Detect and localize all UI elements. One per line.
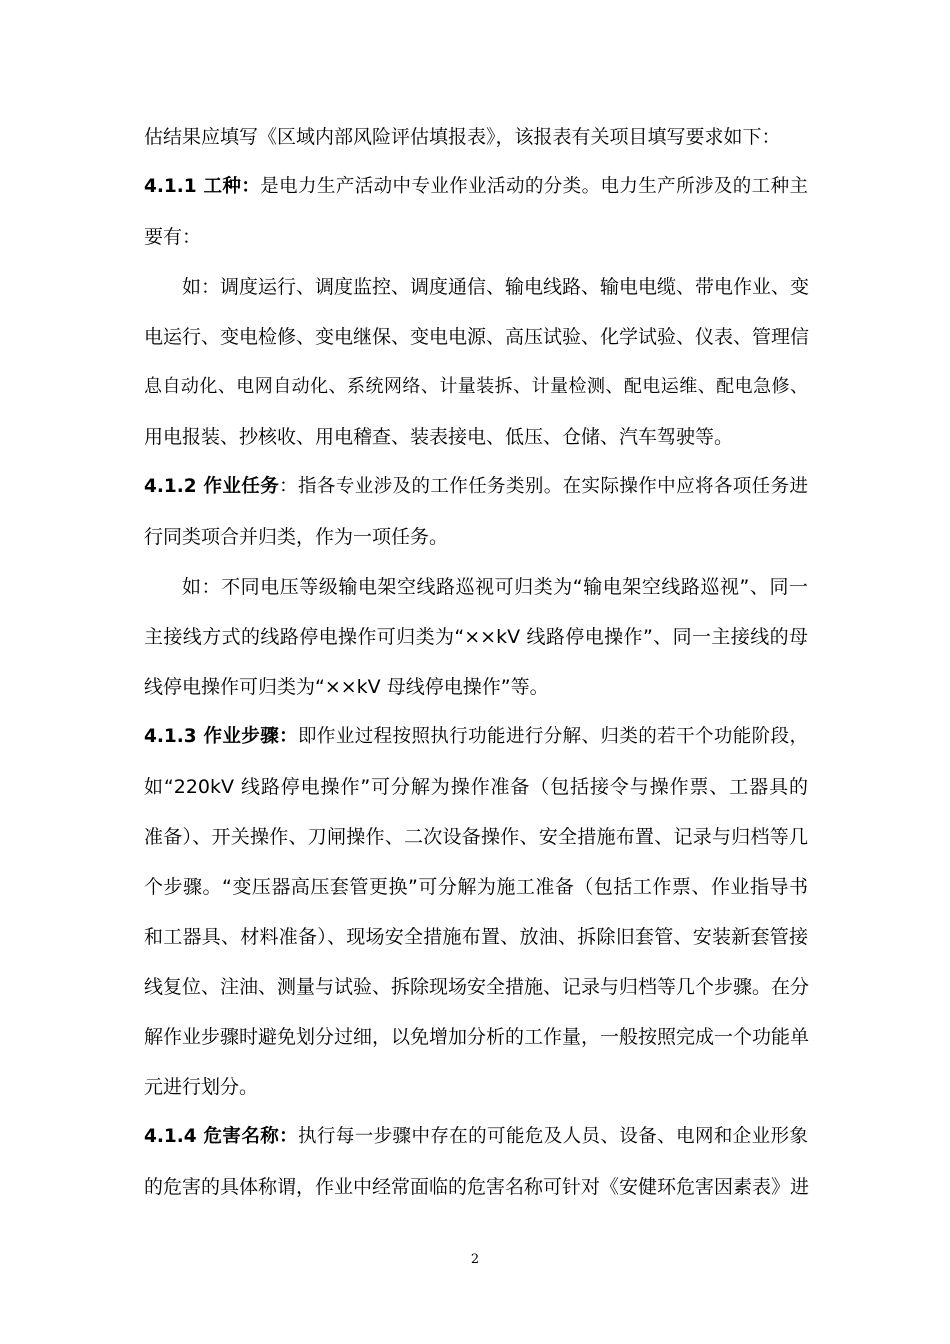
text-line bbox=[144, 1062, 808, 1112]
line-text: 和工器具、材料准备）、现场安全措施布置、放油、拆除旧套管、安装新套管接 bbox=[144, 926, 808, 948]
line-text: 是电力生产活动中专业作业活动的分类。电力生产所涉及的工种主 bbox=[260, 176, 808, 197]
text-line bbox=[144, 662, 808, 712]
section-heading: 4.1.4 危害名称： bbox=[144, 1126, 299, 1147]
line-text: ：指各专业涉及的工作任务类别。在实际操作中应将各项任务进 bbox=[279, 476, 808, 497]
line-text: 要有： bbox=[144, 226, 202, 248]
line-text: 个步骤。“变压器高压套管更换”可分解为施工准备（包括工作票、作业指导书 bbox=[144, 876, 808, 898]
line-text: 的危害的具体称谓，作业中经常面临的危害名称可针对《安健环危害因素表》进 bbox=[144, 1176, 810, 1198]
text-line bbox=[144, 412, 808, 462]
line-text: 准备）、开关操作、刀闸操作、二次设备操作、安全措施布置、记录与归档等几 bbox=[144, 826, 808, 848]
line-text: 解作业步骤时避免划分过细，以免增加分析的工作量，一般按照完成一个功能单 bbox=[144, 1026, 810, 1048]
line-text: 线停电操作可归类为“××kV 母线停电操作”等。 bbox=[144, 676, 549, 698]
text-line bbox=[144, 612, 808, 662]
section-heading-line bbox=[144, 462, 808, 512]
line-text: 电运行、变电检修、变电继保、变电电源、高压试验、化学试验、仪表、管理信 bbox=[144, 326, 810, 348]
line-text: 如：不同电压等级输电架空线路巡视可归类为“输电架空线路巡视”、同一 bbox=[182, 576, 808, 598]
text-line bbox=[144, 912, 808, 962]
text-line bbox=[144, 812, 808, 862]
text-line bbox=[144, 212, 808, 262]
text-line bbox=[144, 1162, 808, 1212]
line-text: 用电报装、抄核收、用电稽查、装表接电、低压、仓储、汽车驾驶等。 bbox=[144, 426, 734, 448]
line-text: 息自动化、电网自动化、系统网络、计量装拆、计量检测、配电运维、配电急修、 bbox=[144, 376, 808, 397]
text-line bbox=[144, 562, 808, 612]
line-text: 如：调度运行、调度监控、调度通信、输电线路、输电电缆、带电作业、变 bbox=[182, 276, 810, 298]
text-line bbox=[144, 362, 808, 412]
text-line bbox=[144, 962, 808, 1012]
section-heading-line bbox=[144, 1112, 808, 1162]
text-line bbox=[144, 512, 808, 562]
text-line bbox=[144, 1012, 808, 1062]
page-number: 2 bbox=[470, 1252, 480, 1267]
line-text: 执行每一步骤中存在的可能危及人员、设备、电网和企业形象 bbox=[298, 1126, 808, 1147]
section-heading: 4.1.3 作业步骤： bbox=[144, 726, 299, 747]
section-heading: 4.1.1 工种： bbox=[144, 176, 261, 197]
document-body bbox=[144, 112, 808, 1212]
text-line bbox=[144, 862, 808, 912]
line-text: 行同类项合并归类，作为一项任务。 bbox=[144, 526, 449, 548]
line-text: 主接线方式的线路停电操作可归类为“××kV 线路停电操作”、同一主接线的母 bbox=[144, 626, 808, 648]
line-text: 元进行划分。 bbox=[144, 1076, 259, 1098]
line-text: 估结果应填写《区域内部风险评估填报表》，该报表有关项目填写要求如下： bbox=[144, 126, 781, 148]
text-line bbox=[144, 112, 808, 162]
text-line bbox=[144, 312, 808, 362]
line-text: 即作业过程按照执行功能进行分解、归类的若干个功能阶段， bbox=[298, 726, 808, 747]
text-line bbox=[144, 262, 808, 312]
section-heading-line bbox=[144, 712, 808, 762]
section-heading: 4.1.2 作业任务 bbox=[144, 476, 280, 497]
line-text: 如“220kV 线路停电操作”可分解为操作准备（包括接令与操作票、工器具的 bbox=[144, 776, 808, 798]
section-heading-line bbox=[144, 162, 808, 212]
line-text: 线复位、注油、测量与试验、拆除现场安全措施、记录与归档等几个步骤。在分 bbox=[144, 976, 810, 998]
text-line bbox=[144, 762, 808, 812]
